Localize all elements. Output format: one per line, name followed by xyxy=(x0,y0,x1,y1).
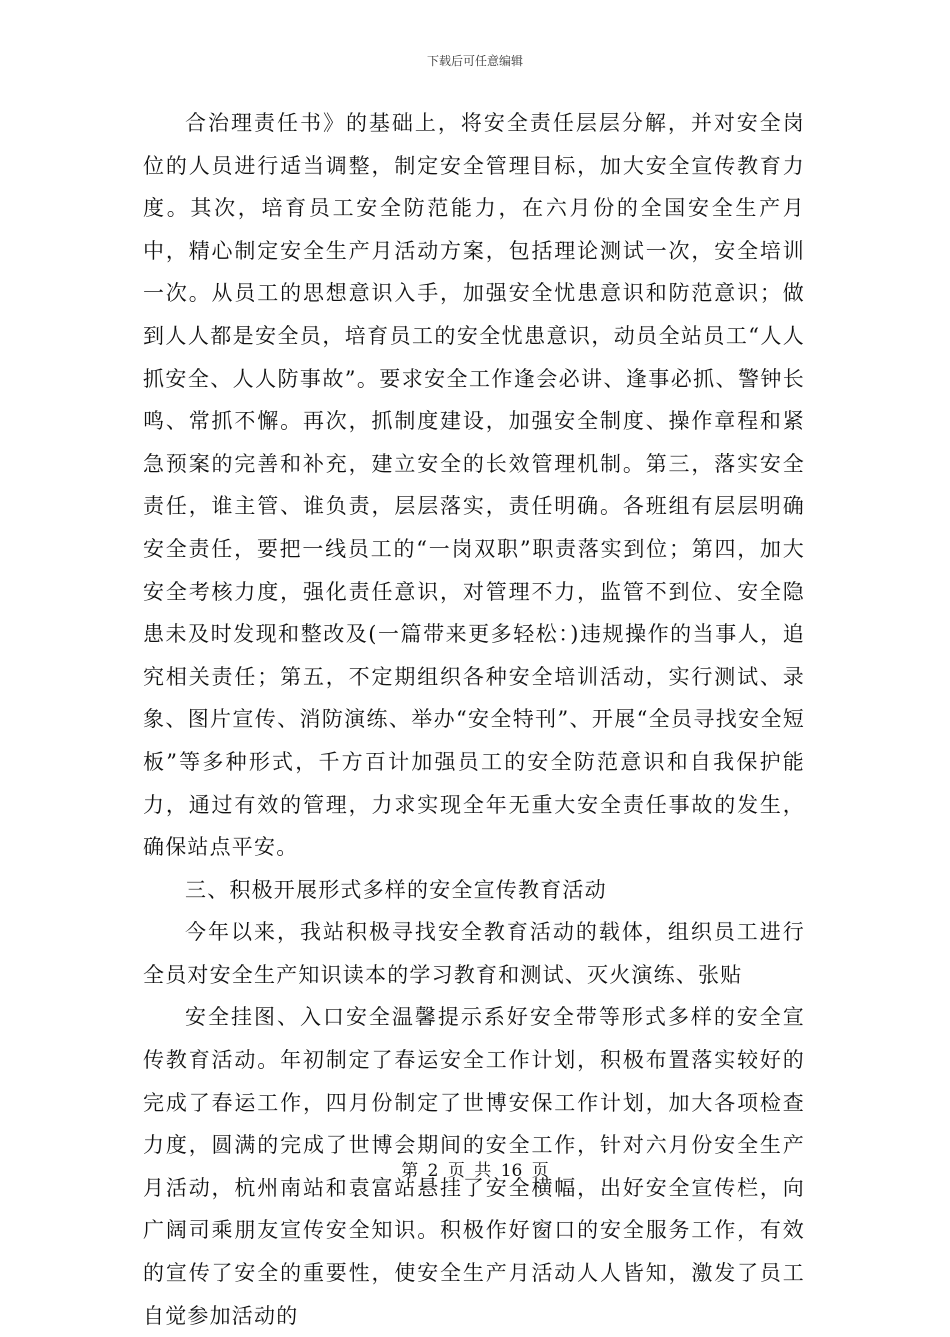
body-paragraph-2: 今年以来，我站积极寻找安全教育活动的载体，组织员工进行全员对安全生产知识读本的学习教育和测试、灭火演练、张贴 xyxy=(143,920,805,987)
body-paragraph-3: 安全挂图、入口安全温馨提示系好安全带等形式多样的安全宣传教育活动。年初制定了春运安全工作计划，积极布置落实较好的完成了春运工作，四月份制定了世博安保工作计划，加大各项检查力度，圆满的完成了世博会期间的安全工作，针对六月份安全生产月活动，杭州南站和袁富站悬挂了安全横幅，出好安全宣传栏，向广阔司乘朋友宣传安全知识。积极作好窗口的安全服务工作，有效的宣传了安全的重要性，使安全生产月活动人人皆知，激发了员工自觉参加活动的 xyxy=(143,1005,805,1328)
body-paragraph-1: 合治理责任书》的基础上，将安全责任层层分解，并对安全岗位的人员进行适当调整，制定安全管理目标，加大安全宣传教育力度。其次，培育员工安全防范能力，在六月份的全国安全生产月中，精心制定安全生产月活动方案，包括理论测试一次，安全培训一次。从员工的思想意识入手，加强安全忧患意识和防范意识；做到人人都是安全员，培育员工的安全忧患意识，动员全站员工“人人抓安全、人人防事故”。要求安全工作逢会必讲、逢事必抓、警钟长鸣、常抓不懈。再次，抓制度建设，加强安全制度、操作章程和紧急预案的完善和补充，建立安全的长效管理机制。第三，落实安全责任，谁主管、谁负责，层层落实，责任明确。各班组有层层明确安全责任，要把一线员工的“一岗双职”职责落实到位；第四，加大安全考核力度，强化责任意识，对管理不力，监管不到位、安全隐患未及时发现和整改及(一篇带来更多轻松：)违规操作的当事人，追究相关责任；第五，不定期组织各种安全培训活动，实行测试、录象、图片宣传、消防演练、举办“安全特刊”、开展“全员寻找安全短板”等多种形式，千方百计加强员工的安全防范意识和自我保护能力，通过有效的管理，力求实现全年无重大安全责任事故的发生，确保站点平安。 xyxy=(143,111,805,860)
document-body xyxy=(143,102,805,1337)
page-number-footer: 第 2 页 共 16 页 xyxy=(401,1161,549,1181)
page-header: 下载后可任意编辑 xyxy=(426,54,523,68)
section-heading-3: 三、积极开展形式多样的安全宣传教育活动 xyxy=(185,877,607,902)
